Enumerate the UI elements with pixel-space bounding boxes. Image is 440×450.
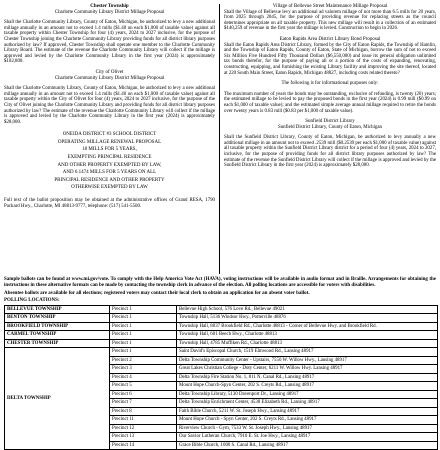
precinct-cell: Precinct 12 xyxy=(110,424,177,433)
table-row xyxy=(5,305,438,314)
olivet-body: Shall the Charlotte Community Library, County of Eaton, Michigan, be authorized to levy a new additional millage annually in an amount not to exceed 1.4 mills ($1.40 on each $1,000 of taxable value) against all taxable property within the City of Olivet for four (4) years, 2024 to 2027 inclusive, for the purpose of the City of Olivet joining the Charlotte Community Library and providing funds for all district library purposes authorized by law? The estimate of the revenue the Charlotte Community Library will collect if the millage is approved and levied by the Charlotte Community Library in the first year (2024) is approximately $28,000. xyxy=(4,86,215,125)
location-cell: Delta Township Enrichment Center, 4538 Elizabeth Rd., Lansing 48917 xyxy=(177,399,438,408)
precinct-cell: Precinct 1 xyxy=(110,348,177,357)
location-cell: Township Hall, 601 Beech Hwy., Charlotte 48813 xyxy=(177,331,438,340)
sample-ballot-notice: Sample ballots can be found at www.mi.gov/vote. To comply with the Help America Vote Act (HAVA), voting instructions will be available in audio format and in Braille. Arrangements for obtaining the instructions in these alternative formats can be made by contacting the township clerk in advance of the election. All polling locations are accessible for voters with disabilities. xyxy=(4,277,436,288)
polling-locations-title: POLLING LOCATIONS: xyxy=(4,298,60,304)
sunfield-subtitle: Sunfield District Library, County of Eaton, Michigan xyxy=(278,124,382,130)
eaton-body-1: Shall the Eaton Rapids Area District Library, formed by the City of Eaton Rapids, the Township of Hamlin, and the Township of Eaton Rapids, County of Eaton, State of Michigan, borrow the sum of not to exceed Six Million Five Hundred Fifty Thousand Dollars ($6,550,000) and issue its general obligation unlimited tax bonds therefor, for the purpose of paying all or a portion of the costs of expanding, renovating, constructing, equipping, and furnishing the existing Library facility and improving the site thereof, located at 220 South Main Street, Eaton Rapids, Michigan 48827, including costs related thereto? xyxy=(224,42,436,76)
location-cell: Our Savior Lutheran Church, 7910 E. St. Joe Hwy., Lansing 48917 xyxy=(177,433,438,442)
table-row xyxy=(5,331,438,340)
precinct-cell: Precinct 1 xyxy=(110,331,177,340)
precinct-cell: Precinct 1 xyxy=(110,322,177,331)
oneida-line: OPERATING MILLAGE RENEWAL PROPOSAL xyxy=(57,139,162,145)
precinct-cell: Precinct 1 xyxy=(110,305,177,314)
delta-township-cell: DELTA TOWNSHIP xyxy=(5,348,110,450)
location-cell: Riverview Church - Gym, 7533 W. St. Joseph Hwy., Lansing 48917 xyxy=(177,424,438,433)
oneida-proposal-heading xyxy=(4,131,215,192)
location-cell: Township Hall, 5136 Windsor Hwy., Potterville 48876 xyxy=(177,314,438,323)
precinct-cell: Precinct 5 xyxy=(110,382,177,391)
eaton-note: The following is for informational purposes only: xyxy=(281,81,379,87)
precinct-cell: Precinct 1 xyxy=(110,339,177,348)
location-cell: Grace Bible Church, 1000 S. Canal Rd., Lansing 48917 xyxy=(177,441,438,450)
oneida-line: PRINCIPAL RESIDENCE AND OTHER PROPERTY xyxy=(54,177,165,183)
oneida-line: AND 6.1474 MILLS FOR 5 YEARS ON ALL xyxy=(62,170,157,176)
precinct-cell: Precinct 6 xyxy=(110,390,177,399)
eaton-body-2: The maximum number of years the bonds may be outstanding, exclusive of refunding, is twenty (20) years; the estimated millage to be levied to pay the proposed bonds in the first year (2024) is 0.99 mill ($0.99 on each $1,000 of taxable value); and the estimated simple average annual millage required to retire the bonds over twenty years is 0.83 mill ($0.83 per $1,000 of taxable value). xyxy=(224,91,436,114)
chester-title: Chester Township xyxy=(90,4,129,9)
location-cell: Mount Hope Church-Spyn Center, 202 S. Creyts Rd., Lansing 48917 xyxy=(177,382,438,391)
oneida-line: EXEMPTING PRINCIPAL RESIDENCE xyxy=(67,155,152,161)
precinct-cell: Precinct 11 xyxy=(110,416,177,425)
precinct-cell: Precinct 1 xyxy=(110,314,177,323)
notices-section xyxy=(4,277,436,450)
table-row xyxy=(5,348,438,357)
oneida-line: 18 MILLS FOR 5 YEARS, xyxy=(82,147,137,153)
sunfield-title: Sunfield District Library xyxy=(305,119,355,125)
township-cell: BELLEVUE TOWNSHIP xyxy=(5,305,110,314)
table-row xyxy=(5,339,438,348)
precinct-cell: Precinct 2 xyxy=(110,356,177,365)
right-column xyxy=(224,4,436,174)
olivet-title: City of Olivet xyxy=(95,69,124,75)
table-row xyxy=(5,322,438,331)
location-cell: Mount Hope Church - Spyn Center, 202 S. Creyts Rd., Lansing 48917 xyxy=(177,416,438,425)
olivet-subtitle: Charlotte Community Library District Millage Proposal xyxy=(54,75,165,81)
oneida-footer: Full text of the ballot proposition may be obtained at the administrative offices of Grand RESA, 1790 Packard Hwy., Charlotte, MI 48813-9777, telephone: (517) 541-5500. xyxy=(4,198,215,209)
location-cell: Delta Township Fire Station No. 1, 811 N. Canal Rd., Lansing 48917 xyxy=(177,373,438,382)
township-cell: CARMEL TOWNSHIP xyxy=(5,331,110,340)
eaton-title: Eaton Rapids Area District Library Bond Proposal xyxy=(279,36,381,42)
chester-body: Shall the Charlotte Community Library, County of Eaton, Michigan, be authorized to levy a new additional millage annually in an amount not to exceed 1.4 mills ($1.40 on each $1,000 of taxable value) against all taxable property within Chester Township for four (4) years, 2024 to 2027 inclusive, for the purpose of Chester Township joining the Charlotte Community Library providing funds for all district library purposes authorized by law? If approved, Chester Township shall operate one member to the Charlotte Community Library Board. The estimate of the revenue the Charlotte Community Library will collect if the millage is approved and levied by the Charlotte Community Library in the first year (2024) is approximately $102,800. xyxy=(4,20,215,65)
absentee-notice: Absentee ballots are available for all elections; registered voters may contact their local clerk to obtain an application for an absent voter ballot. xyxy=(4,290,310,296)
oneida-line: AND OTHER PROPERTY EXEMPTED BY LAW, xyxy=(57,162,162,168)
oneida-line: ONEIDA DISTRICT #3 SCHOOL DISTRICT xyxy=(62,132,157,138)
township-cell: BROOKFIELD TOWNSHIP xyxy=(5,322,110,331)
location-cell: Township Hall, 8037 Brookfield Rd., Charlotte 48813 - Corner of Bellevue Hwy. and Brookfield Rd. xyxy=(177,322,438,331)
precinct-cell: Precinct 14 xyxy=(110,441,177,450)
location-cell: Faith Bible Church, 5211 W. St. Joseph Hwy., Lansing 48917 xyxy=(177,407,438,416)
precinct-cell: Precinct 8 xyxy=(110,407,177,416)
location-cell: Bellevue High School, 576 Love Rd., Bellevue 49021 xyxy=(177,305,438,314)
precinct-cell: Precinct 7 xyxy=(110,399,177,408)
location-cell: Township Hall, 4785 Muffiken Rd., Charlotte 48813 xyxy=(177,339,438,348)
sunfield-body: Shall the Sunfield District Library, County of Eaton, Michigan, be authorized to levy annually a new additional millage in an amount not to exceed .2539 mill ($0.2539 per each $1,000 of taxable value) against all taxable property within the Sunfield District Library district for a period of four (4) years, 2024 to 2027, inclusive, for the purpose of providing funds for all district library purposes authorized by law? The estimate of the revenue the Sunfield District Library will collect if the millage is approved and levied by the Sunfield District Library in the first year (2024) is approximately $28,000. xyxy=(224,135,436,169)
location-cell: Delta Township Library, 5130 Davenport Dr., Lansing 48917 xyxy=(177,390,438,399)
chester-subtitle: Charlotte Community Library District Millage Proposal xyxy=(54,9,165,15)
location-cell: Great Lakes Christian College - Doty Center, 6211 W. Willow Hwy. Lansing 48917 xyxy=(177,365,438,374)
precinct-cell: Precinct 3 xyxy=(110,365,177,374)
township-cell: BENTON TOWNSHIP xyxy=(5,314,110,323)
oneida-line: OTHERWISE EXEMPTED BY LAW xyxy=(71,185,148,191)
precinct-cell: Precinct 13 xyxy=(110,433,177,442)
township-cell: CHESTER TOWNSHIP xyxy=(5,339,110,348)
location-cell: Delta Township Community Center - Upstairs, 7550 W. Willow Hwy., Lansing 48917 xyxy=(177,356,438,365)
table-row xyxy=(5,314,438,323)
precinct-cell: Precinct 4 xyxy=(110,373,177,382)
location-cell: Saint David's Episcopal Church, 1519 Elmwood Rd., Lansing 48917 xyxy=(177,348,438,357)
left-column xyxy=(4,4,215,214)
village-title: Village of Bellevue Street Maintenance Millage Proposal xyxy=(272,4,388,9)
column-divider xyxy=(219,4,220,274)
polling-table xyxy=(4,305,438,450)
village-body: Shall the Village of Bellevue levy an additional ad valorem millage of not more than 6.5 mills for 20 years, from 2025 through 2045, for the purpose of providing revenue for replacing streets as the council determines appropriate on all taxable property. This new millage will result in a collection of an estimated $140,259 of revenue in the first year the millage is levied. Construction to begin in 2026. xyxy=(224,9,436,32)
